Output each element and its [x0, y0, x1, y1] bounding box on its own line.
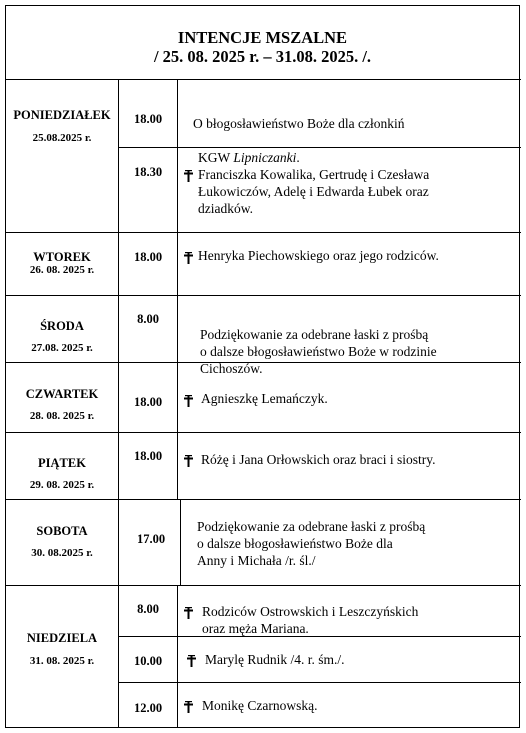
page-title: INTENCJE MSZALNE — [177, 28, 348, 47]
column-divider — [177, 585, 178, 728]
day-date: 25.08.2025 r. — [32, 132, 92, 144]
mass-time: 8.00 — [137, 312, 159, 326]
day-name: PONIEDZIAŁEK — [13, 108, 111, 122]
cross-icon — [184, 252, 193, 264]
mass-time: 18.00 — [133, 250, 163, 264]
cross-icon — [184, 701, 193, 713]
row-divider — [6, 432, 521, 433]
day-name: NIEDZIELA — [26, 631, 98, 645]
mass-intention: Henryka Piechowskiego oraz jego rodziców. — [198, 248, 439, 263]
day-date: 26. 08. 2025 r. — [29, 264, 95, 276]
day-date: 31. 08. 2025 r. — [29, 655, 95, 667]
row-divider — [6, 585, 521, 586]
mass-time: 18.30 — [133, 165, 163, 179]
cross-icon — [184, 170, 193, 182]
cross-icon — [184, 607, 193, 619]
column-divider — [180, 499, 181, 585]
row-divider — [6, 295, 521, 296]
column-divider — [177, 79, 178, 499]
row-divider — [118, 682, 521, 683]
day-date: 27.08. 2025 r. — [31, 342, 93, 354]
day-date: 30. 08.2025 r. — [31, 547, 93, 559]
mass-intention: O błogosławieństwo Boże dla członkiń KGW Lipniczanki. — [193, 116, 405, 165]
row-divider — [6, 499, 521, 500]
day-name: WTOREK — [33, 250, 91, 264]
day-name: PIĄTEK — [38, 456, 86, 470]
mass-time: 18.00 — [133, 449, 163, 463]
day-name: SOBOTA — [36, 524, 88, 538]
day-date: 28. 08. 2025 r. — [29, 410, 95, 422]
cross-icon — [184, 395, 193, 407]
row-divider — [6, 79, 521, 80]
mass-intention: Monikę Czarnowską. — [202, 698, 318, 713]
mass-time: 18.00 — [133, 112, 163, 126]
day-name: CZWARTEK — [25, 387, 99, 401]
mass-time: 18.00 — [133, 395, 163, 409]
mass-time: 8.00 — [137, 602, 159, 616]
cross-icon — [184, 455, 193, 467]
mass-time: 10.00 — [133, 654, 163, 668]
day-name: ŚRODA — [40, 319, 84, 333]
mass-time: 17.00 — [136, 532, 166, 546]
mass-intention: Agnieszkę Lemańczyk. — [201, 391, 328, 406]
cross-icon — [187, 655, 196, 667]
mass-intention: Franciszka Kowalika, Gertrudę i Czesława Łukowiczów, Adelę i Edwarda Łubek oraz dziadków. — [198, 167, 430, 216]
row-divider — [6, 232, 521, 233]
mass-intention: Marylę Rudnik /4. r. śm./. — [205, 652, 345, 667]
mass-intention: Rodziców Ostrowskich i Leszczyńskich oraz męża Mariana. — [202, 604, 419, 636]
day-date: 29. 08. 2025 r. — [29, 479, 95, 491]
date-range: / 25. 08. 2025 r. – 31.08. 2025. /. — [153, 47, 372, 66]
mass-time: 12.00 — [133, 701, 163, 715]
mass-intention: Podziękowanie za odebrane łaski z prośbą o dalsze błogosławieństwo Boże w rodzinie Cichoszów. — [200, 327, 437, 376]
mass-intention: Różę i Jana Orłowskich oraz braci i siostry. — [201, 452, 436, 467]
mass-intention: Podziękowanie za odebrane łaski z prośbą o dalsze błogosławieństwo Boże dla Anny i Michała /r. śl./ — [197, 519, 426, 568]
intentions-table — [5, 5, 520, 728]
